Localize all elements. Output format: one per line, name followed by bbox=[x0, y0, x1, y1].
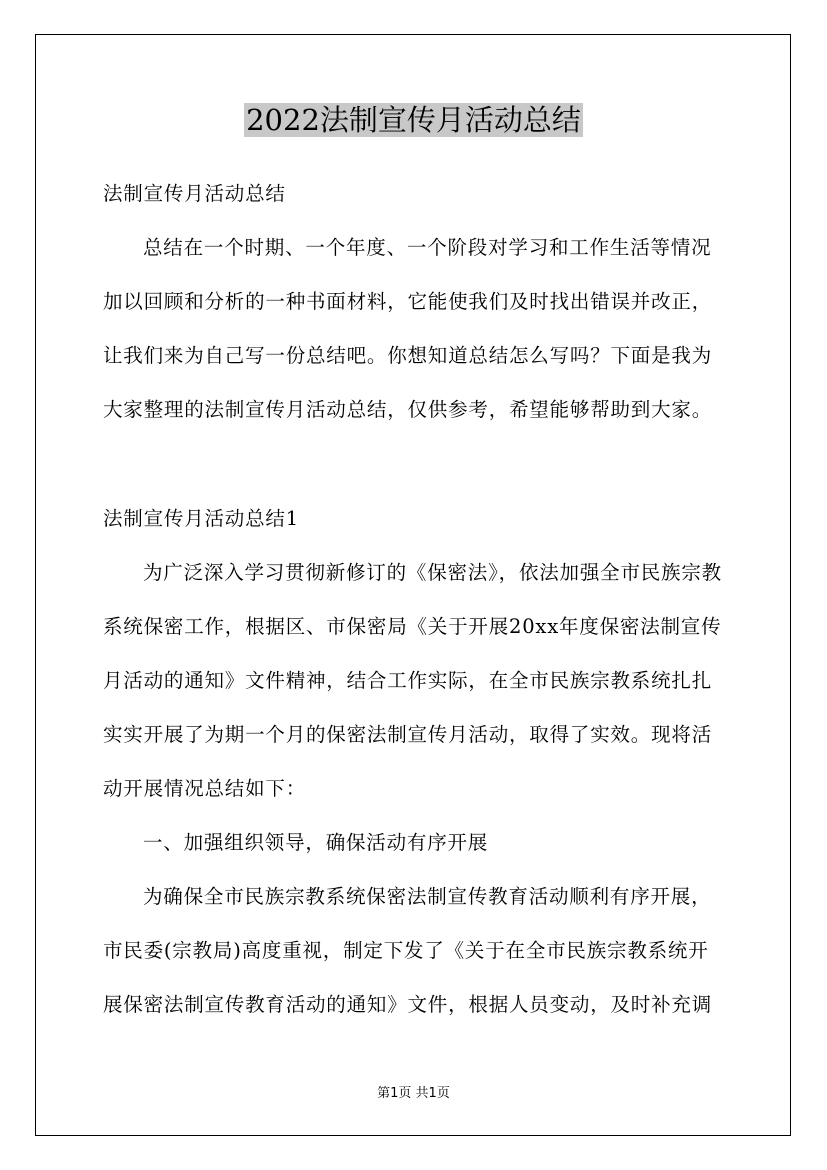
paragraph-line: 大家整理的法制宣传月活动总结，仅供参考，希望能够帮助到大家。 bbox=[103, 398, 713, 421]
document-title bbox=[0, 98, 827, 142]
paragraph-line: 实实开展了为期一个月的保密法制宣传月活动，取得了实效。现将活 bbox=[103, 723, 713, 746]
paragraph-line: 动开展情况总结如下： bbox=[103, 777, 307, 800]
subtitle-line: 法制宣传月活动总结 bbox=[103, 182, 286, 205]
subsection-heading: 一、加强组织领导，确保活动有序开展 bbox=[143, 831, 489, 854]
paragraph-line: 加以回顾和分析的一种书面材料，它能使我们及时找出错误并改正， bbox=[103, 290, 713, 313]
paragraph-line: 让我们来为自己写一份总结吧。你想知道总结怎么写吗？下面是我为 bbox=[103, 344, 713, 367]
paragraph-line: 展保密法制宣传教育活动的通知》文件，根据人员变动，及时补充调 bbox=[103, 993, 713, 1016]
paragraph-line: 为确保全市民族宗教系统保密法制宣传教育活动顺利有序开展， bbox=[143, 885, 712, 908]
page-footer: 第1页 共1页 bbox=[377, 1086, 450, 1101]
paragraph-line: 市民委(宗教局)高度重视，制定下发了《关于在全市民族宗教系统开 bbox=[103, 939, 709, 962]
paragraph-line: 系统保密工作，根据区、市保密局《关于开展20xx年度保密法制宣传 bbox=[103, 615, 722, 638]
paragraph-line: 总结在一个时期、一个年度、一个阶段对学习和工作生活等情况 bbox=[143, 236, 712, 259]
paragraph-line: 月活动的通知》文件精神，结合工作实际，在全市民族宗教系统扎扎 bbox=[103, 669, 713, 692]
section-heading: 法制宣传月活动总结1 bbox=[103, 507, 299, 530]
document-title-text: 2022法制宣传月活动总结 bbox=[246, 103, 581, 137]
paragraph-line: 为广泛深入学习贯彻新修订的《保密法》，依法加强全市民族宗教 bbox=[143, 561, 722, 584]
